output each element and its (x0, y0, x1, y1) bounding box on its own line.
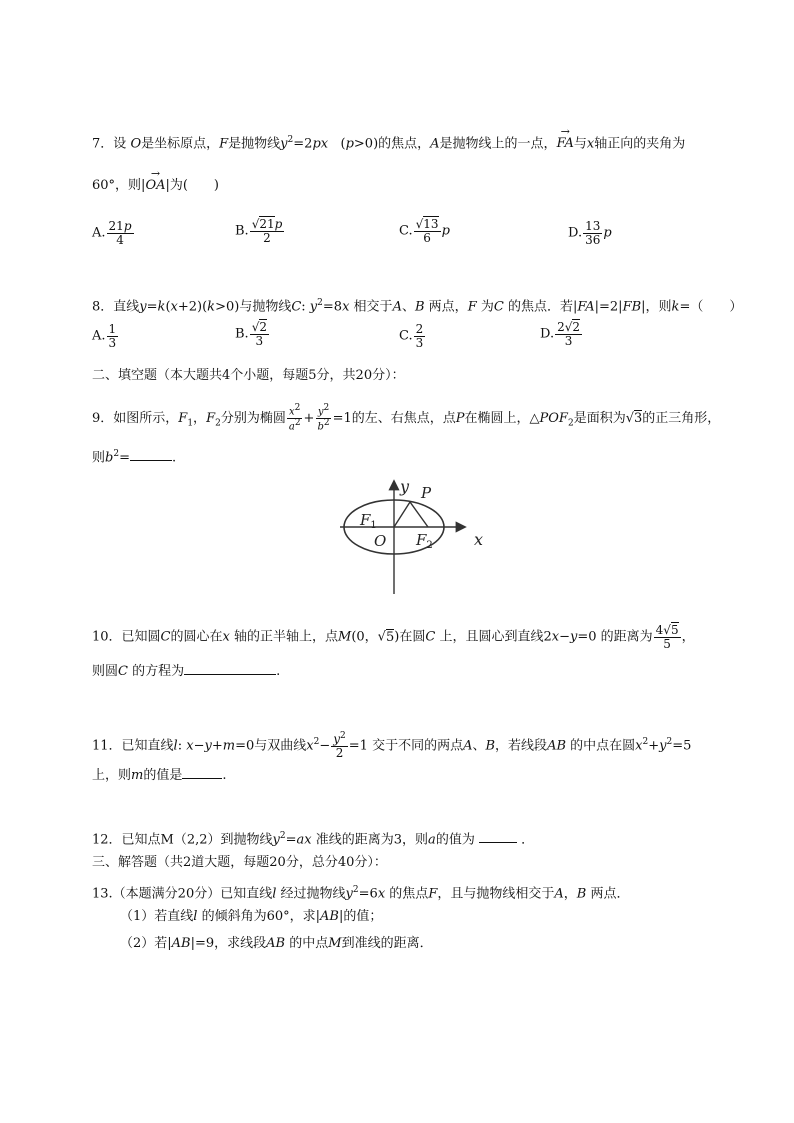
answer-blank[interactable] (130, 448, 172, 461)
label-o: O (374, 532, 387, 550)
question-12: 12．已知点M（2,2）到抛物线$y^2=ax$ 准线的距离为3，则a的值为 ． (92, 831, 535, 848)
question-9-line-1: 9．如图所示，$F_1$，$F_2$分别为椭圆 $\frac{x^2}{a^2}$ + $\frac{y^2}{b^2}$ =1的左、右焦点，点P在椭圆上，$\triangle POF_2$是面积为√3的正三角形， (92, 403, 721, 433)
question-7-option-d: D. $\frac{13}{36}$ p (568, 219, 612, 247)
vector-fa: → FA (557, 134, 574, 154)
question-10-line-1: 10．已知圆C的圆心在x 轴的正半轴上，点M(0，√5)在圆C 上，且圆心到直线2x−y=0 的距离为 $\frac{4√5}{5}$ ， (92, 623, 695, 651)
label-f1: $F_1$ (360, 511, 377, 531)
question-8-option-a: A. $\frac{1}{3}$ (92, 322, 117, 350)
label-f2: $F_2$ (416, 531, 433, 551)
ellipse-figure (336, 474, 496, 598)
answer-blank[interactable] (182, 766, 222, 779)
label-x: x (474, 530, 484, 549)
question-11-line-1: 11．已知直线l: x−y+m=0与双曲线$x^2-$ $\frac{y^2}{2}$ =1 交于不同的两点A、B，若线段AB 的中点在圆$x^2+y^2=5$ (92, 731, 692, 760)
question-7-line-1: 7．设 O是坐标原点，F是抛物线$y^2=2px$ (p>0)的焦点，A是抛物线上的一点，→ FA与x轴正向的夹角为 (92, 130, 685, 154)
question-7-line-2: 60°，则|→ OA|为( ) (92, 176, 219, 196)
question-10-line-2: 则圆C 的方程为 . (92, 664, 281, 679)
section-2-heading: 二、填空题（本大题共4个小题，每题5分，共20分）： (92, 368, 405, 383)
question-13-part-2: （2）若|AB|=9，求线段AB 的中点M到准线的距离． (120, 936, 433, 951)
question-11-line-2: 上，则m的值是 . (92, 768, 227, 783)
question-7-option-a: A. $\frac{21p}{4}$ (92, 219, 132, 247)
question-8-option-c: C. $\frac{2}{3}$ (399, 322, 424, 350)
vector-oa: → OA (145, 176, 165, 196)
question-7-option-c: C. $\frac{√13}{6}$ p (399, 217, 450, 245)
question-8-line-1: 8．直线y=k(x+2)(k>0)与抛物线C: $y^2=8x$ 相交于A、B 两点，F 为C 的焦点．若|FA|=2|FB|，则k=（ ） (92, 298, 743, 315)
label-y: y (400, 477, 410, 496)
question-8-option-b: B. $\frac{√2}{3}$ (235, 320, 267, 348)
answer-blank[interactable] (479, 830, 517, 843)
question-9-line-2: 则$b^2=$ . (92, 449, 177, 466)
question-7-option-b: B. $\frac{√21p}{2}$ (235, 217, 283, 245)
section-3-heading: 三、解答题（共2道大题，每题20分，总分40分）： (92, 855, 387, 870)
question-13-part-1: （1）若直线l 的倾斜角为60°，求|AB|的值； (120, 909, 383, 924)
answer-blank[interactable] (184, 662, 276, 675)
question-13-stem: 13.（本题满分20分）已知直线l 经过抛物线$y^2=6x$ 的焦点F，且与抛物线相交于A，B 两点． (92, 885, 630, 902)
label-p: P (421, 484, 432, 502)
question-8-option-d: D. $\frac{2√2}{3}$ (540, 320, 581, 348)
